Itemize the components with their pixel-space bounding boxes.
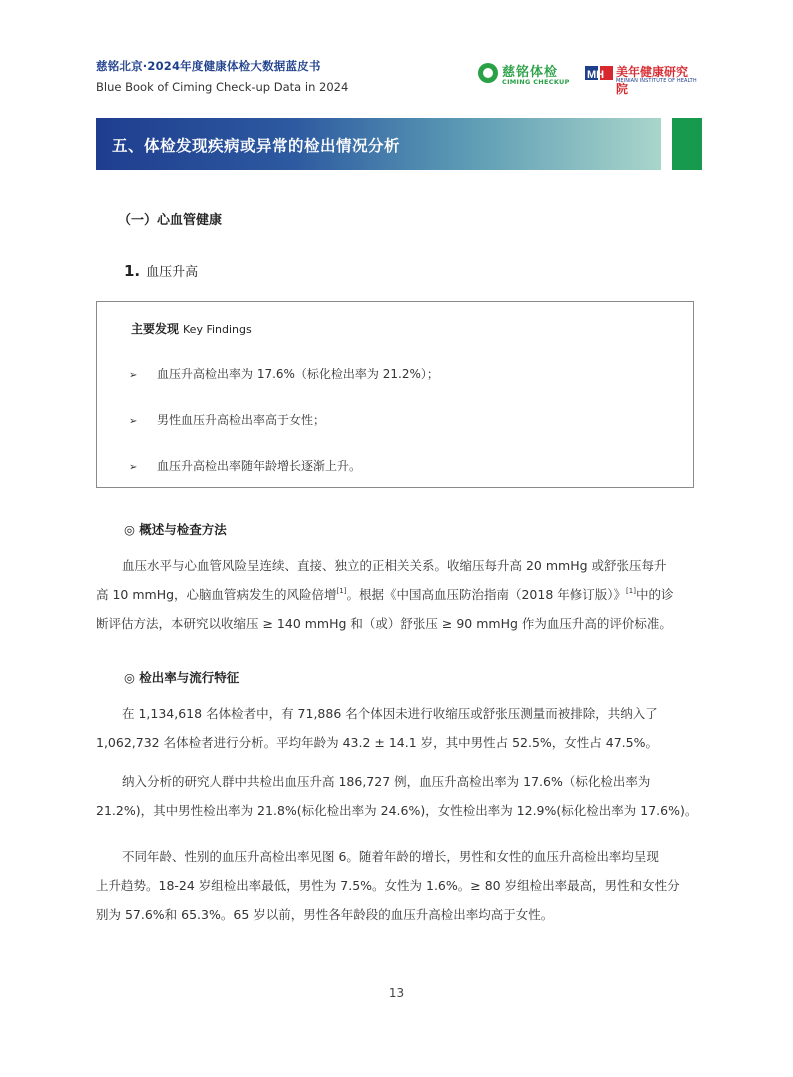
- page-number: 13: [388, 986, 405, 1000]
- chapter-title: 五、体检发现疾病或异常的检出情况分析: [112, 137, 401, 155]
- paragraph-line: 别为 57.6%和 65.3%。65 岁以前，男性各年龄段的血压升高检出率均高于女性。: [96, 907, 554, 922]
- paragraph-line: 断评估方法，本研究以收缩压 ≥ 140 mmHg 和（或）舒张压 ≥ 90 mmHg 作为血压升高的评价标准。: [96, 616, 672, 631]
- paragraph-line: 21.2%)，其中男性检出率为 21.8%(标化检出率为 24.6%)，女性检出率为 12.9%(标化检出率为 17.6%)。: [96, 803, 698, 818]
- meinian-logo-icon: [585, 64, 613, 82]
- key-findings-title-en: Key Findings: [183, 323, 252, 336]
- prevalence-paragraph-1: [96, 699, 698, 757]
- arrow-bullet-icon: ➢: [129, 370, 138, 381]
- overview-heading: ◎ 概述与检查方法: [124, 522, 227, 537]
- ciming-logo-icon: [478, 63, 498, 83]
- line-part: 中的诊: [635, 587, 674, 602]
- ciming-logo-subtext: CIMING CHECKUP: [502, 78, 570, 86]
- header-title-en: Blue Book of Ciming Check-up Data in 2024: [96, 80, 349, 94]
- key-findings-title: [131, 320, 252, 337]
- chapter-banner: [96, 118, 661, 170]
- subsection-heading: [124, 261, 198, 280]
- finding-text: 男性血压升高检出率高于女性；: [157, 413, 326, 427]
- line-part: 高 10 mmHg，心脑血管病发生的风险倍增: [96, 587, 337, 602]
- paragraph-line: 在 1,134,618 名体检者中，有 71,886 名个体因未进行收缩压或舒张压测量而被排除，共纳入了: [122, 706, 658, 721]
- meinian-logo: [585, 62, 697, 96]
- section-heading: （一）心血管健康: [118, 213, 223, 228]
- prevalence-paragraph-2: [96, 767, 698, 825]
- paragraph-line: 不同年龄、性别的血压升高检出率见图 6。随着年龄的增长，男性和女性的血压升高检出率均呈现: [122, 849, 659, 864]
- subsection-title: 血压升高: [146, 265, 199, 280]
- meinian-logo-mark: MH: [587, 69, 605, 81]
- key-findings-title-cn: 主要发现: [131, 322, 180, 336]
- arrow-bullet-icon: ➢: [129, 416, 138, 427]
- paragraph-line: 1,062,732 名体检者进行分析。平均年龄为 43.2 ± 14.1 岁，其中男性占 52.5%，女性占 47.5%。: [96, 735, 658, 750]
- paragraph-line: [96, 580, 698, 609]
- subsection-number: 1.: [124, 262, 141, 280]
- paragraph-line: 纳入分析的研究人群中共检出血压升高 186,727 例，血压升高检出率为 17.6%（标化检出率为: [122, 774, 651, 789]
- finding-text: 血压升高检出率随年龄增长逐渐上升。: [157, 459, 362, 473]
- prevalence-paragraph-3: [96, 842, 698, 929]
- meinian-logo-subtext: MEINIAN INSTITUTE OF HEALTH: [616, 78, 697, 84]
- reference-mark: [1]: [336, 587, 347, 595]
- key-findings-box: [96, 301, 694, 488]
- ciming-logo-text: 慈铭体检: [502, 65, 559, 80]
- finding-item: [129, 457, 361, 474]
- ciming-logo: [478, 62, 570, 88]
- prevalence-heading: ◎ 检出率与流行特征: [124, 670, 240, 685]
- line-part: 。根据《中国高血压防治指南（2018 年修订版）》: [346, 587, 627, 602]
- finding-text: 血压升高检出率为 17.6%（标化检出率为 21.2%）；: [157, 367, 439, 381]
- reference-mark: [1]: [626, 587, 636, 595]
- paragraph-line: 血压水平与心血管风险呈连续、直接、独立的正相关关系。收缩压每升高 20 mmHg 或舒张压每升: [122, 558, 667, 573]
- finding-item: [129, 411, 325, 428]
- arrow-bullet-icon: ➢: [129, 462, 138, 473]
- banner-accent: [672, 118, 702, 170]
- meinian-logo-text: 美年健康研究院: [616, 65, 689, 96]
- paragraph-line: 上升趋势。18-24 岁组检出率最低，男性为 7.5%。女性为 1.6%。≥ 80 岁组检出率最高，男性和女性分: [96, 878, 680, 893]
- overview-paragraph: [96, 551, 698, 638]
- header-title-cn: 慈铭北京·2024年度健康体检大数据蓝皮书: [96, 59, 321, 73]
- finding-item: [129, 365, 439, 382]
